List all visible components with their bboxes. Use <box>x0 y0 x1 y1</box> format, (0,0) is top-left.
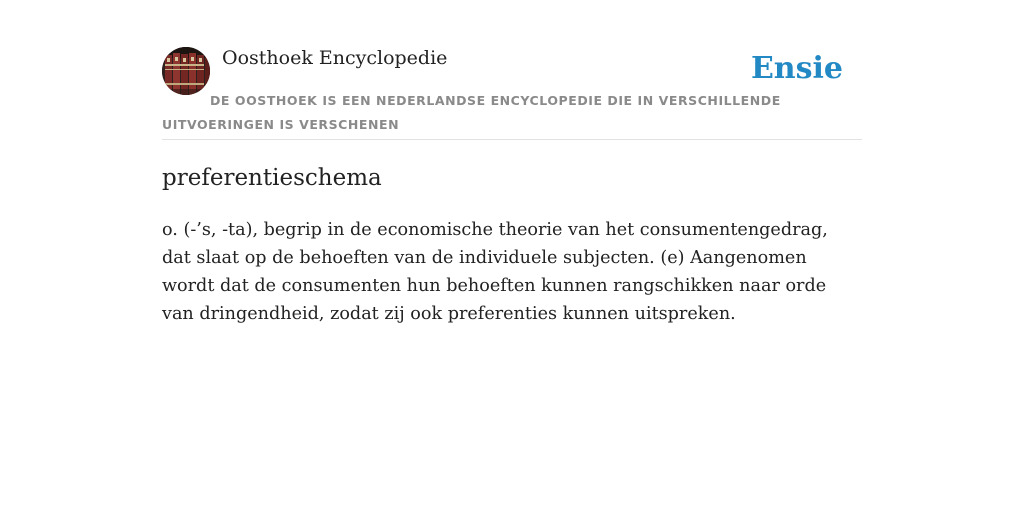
book-spines-icon <box>162 47 210 95</box>
source-header <box>162 0 862 140</box>
entry-body: o. (-’s, -ta), begrip in de economische theorie van het consumentengedrag, dat slaat op de behoeften van de individuele subjecten. (e) Aangenomen wordt dat de consumenten hun behoeften kunnen rangschikken naar orde van dringendheid, zodat zij ook preferenties kunnen uitspreken. <box>162 220 828 324</box>
entry-title: preferentieschema <box>162 165 382 191</box>
page-container <box>162 0 862 324</box>
source-description: DE OOSTHOEK IS EEN NEDERLANDSE ENCYCLOPEDIE DIE IN VERSCHILLENDE UITVOERINGEN IS VERSCHENEN <box>162 93 781 132</box>
ensie-logo[interactable]: Ensie <box>750 51 843 86</box>
source-avatar[interactable] <box>162 47 210 95</box>
source-title[interactable]: Oosthoek Encyclopedie <box>222 47 448 69</box>
